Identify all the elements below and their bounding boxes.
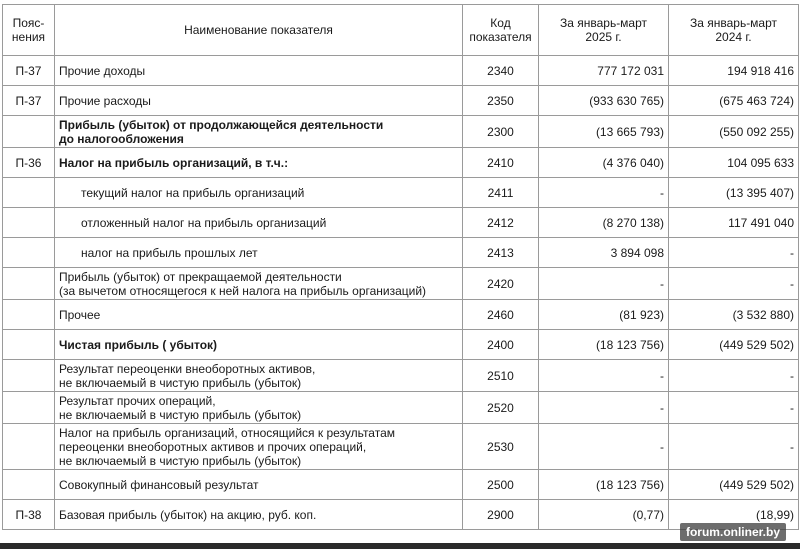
row-value-2025: (18 123 756) bbox=[539, 330, 669, 360]
row-value-2025: 3 894 098 bbox=[539, 238, 669, 268]
row-value-2025: - bbox=[539, 392, 669, 424]
row-note bbox=[3, 208, 55, 238]
table-row bbox=[3, 392, 799, 424]
row-name: Базовая прибыль (убыток) на акцию, руб. коп. bbox=[55, 500, 463, 530]
row-name: текущий налог на прибыль организаций bbox=[55, 178, 463, 208]
row-name: Результат прочих операций, не включаемый в чистую прибыль (убыток) bbox=[55, 392, 463, 424]
row-code: 2300 bbox=[463, 116, 539, 148]
row-value-2025: 777 172 031 bbox=[539, 56, 669, 86]
row-value-2025: (933 630 765) bbox=[539, 86, 669, 116]
header-code: Код показателя bbox=[463, 5, 539, 56]
row-code: 2520 bbox=[463, 392, 539, 424]
table-row bbox=[3, 300, 799, 330]
row-name: Налог на прибыль организаций, относящийся к результатам переоценки внеоборотных активов и прочих операций, не включаемый в чистую прибыль (убыток) bbox=[55, 424, 463, 470]
row-code: 2500 bbox=[463, 470, 539, 500]
header-row bbox=[3, 5, 799, 56]
row-value-2025: - bbox=[539, 360, 669, 392]
row-value-2025: - bbox=[539, 424, 669, 470]
row-name: Совокупный финансовый результат bbox=[55, 470, 463, 500]
row-code: 2340 bbox=[463, 56, 539, 86]
row-value-2025: - bbox=[539, 268, 669, 300]
row-name: Прибыль (убыток) от продолжающейся деятельности до налогообложения bbox=[55, 116, 463, 148]
row-code: 2350 bbox=[463, 86, 539, 116]
row-name: Прочие расходы bbox=[55, 86, 463, 116]
table-row bbox=[3, 208, 799, 238]
header-2024: За январь-март 2024 г. bbox=[669, 5, 799, 56]
row-name: Прочие доходы bbox=[55, 56, 463, 86]
row-name: Налог на прибыль организаций, в т.ч.: bbox=[55, 148, 463, 178]
row-note bbox=[3, 360, 55, 392]
row-value-2024: (449 529 502) bbox=[669, 470, 799, 500]
row-value-2025: (0,77) bbox=[539, 500, 669, 530]
row-value-2025: (18 123 756) bbox=[539, 470, 669, 500]
row-note bbox=[3, 392, 55, 424]
table-row bbox=[3, 330, 799, 360]
row-value-2024: 194 918 416 bbox=[669, 56, 799, 86]
row-note bbox=[3, 470, 55, 500]
row-code: 2411 bbox=[463, 178, 539, 208]
table-row bbox=[3, 86, 799, 116]
table-row bbox=[3, 238, 799, 268]
row-code: 2900 bbox=[463, 500, 539, 530]
row-note bbox=[3, 424, 55, 470]
row-value-2024: - bbox=[669, 268, 799, 300]
row-code: 2530 bbox=[463, 424, 539, 470]
row-note bbox=[3, 238, 55, 268]
row-name: Результат переоценки внеоборотных активов, не включаемый в чистую прибыль (убыток) bbox=[55, 360, 463, 392]
row-name: Прочее bbox=[55, 300, 463, 330]
row-code: 2412 bbox=[463, 208, 539, 238]
row-value-2024: (449 529 502) bbox=[669, 330, 799, 360]
bottom-strip bbox=[0, 543, 800, 549]
row-note: П-36 bbox=[3, 148, 55, 178]
row-code: 2400 bbox=[463, 330, 539, 360]
table-row bbox=[3, 268, 799, 300]
row-value-2025: - bbox=[539, 178, 669, 208]
watermark: forum.onliner.by bbox=[680, 523, 786, 541]
row-code: 2413 bbox=[463, 238, 539, 268]
row-value-2025: (13 665 793) bbox=[539, 116, 669, 148]
table-row bbox=[3, 178, 799, 208]
row-note bbox=[3, 330, 55, 360]
table-row bbox=[3, 56, 799, 86]
table-row bbox=[3, 470, 799, 500]
row-note bbox=[3, 300, 55, 330]
row-code: 2510 bbox=[463, 360, 539, 392]
row-note bbox=[3, 268, 55, 300]
income-statement-table bbox=[2, 4, 799, 530]
row-value-2024: (675 463 724) bbox=[669, 86, 799, 116]
row-note bbox=[3, 116, 55, 148]
row-note: П-37 bbox=[3, 86, 55, 116]
row-value-2024: - bbox=[669, 424, 799, 470]
table-row bbox=[3, 148, 799, 178]
row-name: Прибыль (убыток) от прекращаемой деятельности (за вычетом относящегося к ней налога на прибыль организаций) bbox=[55, 268, 463, 300]
row-name: отложенный налог на прибыль организаций bbox=[55, 208, 463, 238]
row-note bbox=[3, 178, 55, 208]
row-code: 2410 bbox=[463, 148, 539, 178]
row-value-2024: (18,99) bbox=[669, 500, 799, 530]
header-note: Пояс- нения bbox=[3, 5, 55, 56]
row-value-2024: 117 491 040 bbox=[669, 208, 799, 238]
row-value-2025: (81 923) bbox=[539, 300, 669, 330]
row-value-2024: - bbox=[669, 392, 799, 424]
row-code: 2460 bbox=[463, 300, 539, 330]
row-value-2025: (8 270 138) bbox=[539, 208, 669, 238]
row-name: Чистая прибыль ( убыток) bbox=[55, 330, 463, 360]
row-value-2024: 104 095 633 bbox=[669, 148, 799, 178]
table-row bbox=[3, 360, 799, 392]
row-value-2025: (4 376 040) bbox=[539, 148, 669, 178]
row-value-2024: - bbox=[669, 360, 799, 392]
row-code: 2420 bbox=[463, 268, 539, 300]
row-value-2024: - bbox=[669, 238, 799, 268]
table-row bbox=[3, 424, 799, 470]
row-name: налог на прибыль прошлых лет bbox=[55, 238, 463, 268]
row-value-2024: (3 532 880) bbox=[669, 300, 799, 330]
row-note: П-37 bbox=[3, 56, 55, 86]
table-row bbox=[3, 116, 799, 148]
header-name: Наименование показателя bbox=[55, 5, 463, 56]
row-value-2024: (550 092 255) bbox=[669, 116, 799, 148]
row-value-2024: (13 395 407) bbox=[669, 178, 799, 208]
header-2025: За январь-март 2025 г. bbox=[539, 5, 669, 56]
row-note: П-38 bbox=[3, 500, 55, 530]
